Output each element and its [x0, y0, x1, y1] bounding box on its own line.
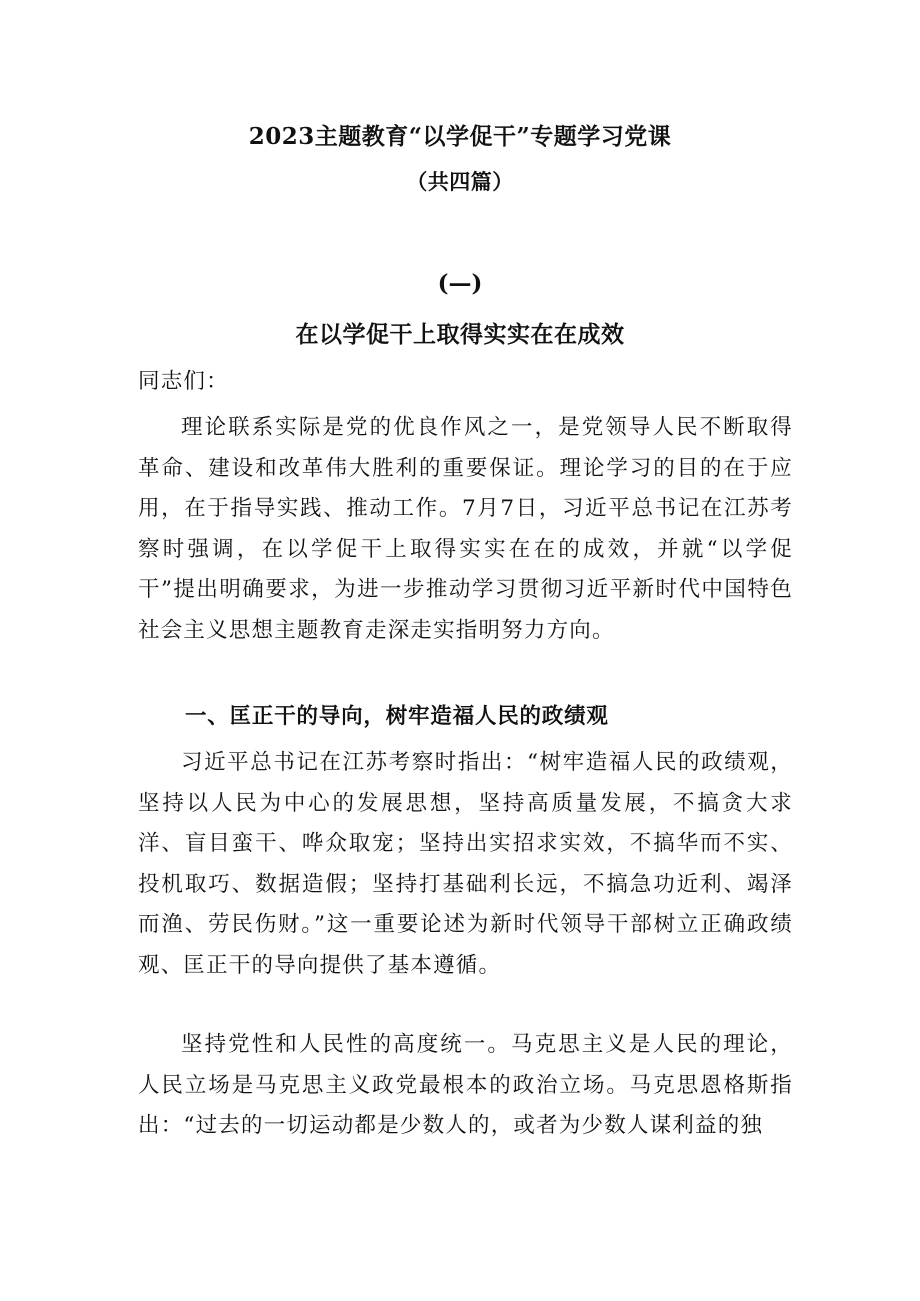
quote-paragraph: 习近平总书记在江苏考察时指出：“树牢造福人民的政绩观，坚持以人民为中心的发展思想，坚持高质量发展，不搞贪大求洋、盲目蛮干、哗众取宠；坚持出实招求实效，不搞华而不实、投机取巧、数据造假；坚持打基础利长远，不搞急功近利、竭泽而渔、劳民伤财。”这一重要论述为新时代领导干部树立正确政绩观、匡正干的导向提供了基本遵循。	[138, 750, 793, 978]
greeting: 同志们：	[138, 369, 229, 394]
document-title: 2023主题教育“以学促干”专题学习党课	[248, 123, 672, 150]
document-subtitle: （共四篇）	[406, 169, 514, 194]
heading-one: 一、匡正干的导向，树牢造福人民的政绩观	[185, 704, 609, 729]
section-number: (—)	[437, 270, 483, 297]
party-people-paragraph: 坚持党性和人民性的高度统一。马克思主义是人民的理论，人民立场是马克思主义政党最根本的政治立场。马克思恩格斯指出：“过去的一切运动都是少数人的，或者为少数人谋利益的独	[138, 1032, 793, 1138]
section-title: 在以学促干上取得实实在在成效	[295, 321, 625, 348]
intro-paragraph: 理论联系实际是党的优良作风之一，是党领导人民不断取得革命、建设和改革伟大胜利的重要保证。理论学习的目的在于应用，在于指导实践、推动工作。7月7日，习近平总书记在江苏考察时强调，在以学促干上取得实实在在的成效，并就“以学促干”提出明确要求，为进一步推动学习贯彻习近平新时代中国特色社会主义思想主题教育走深走实指明努力方向。	[138, 415, 793, 643]
